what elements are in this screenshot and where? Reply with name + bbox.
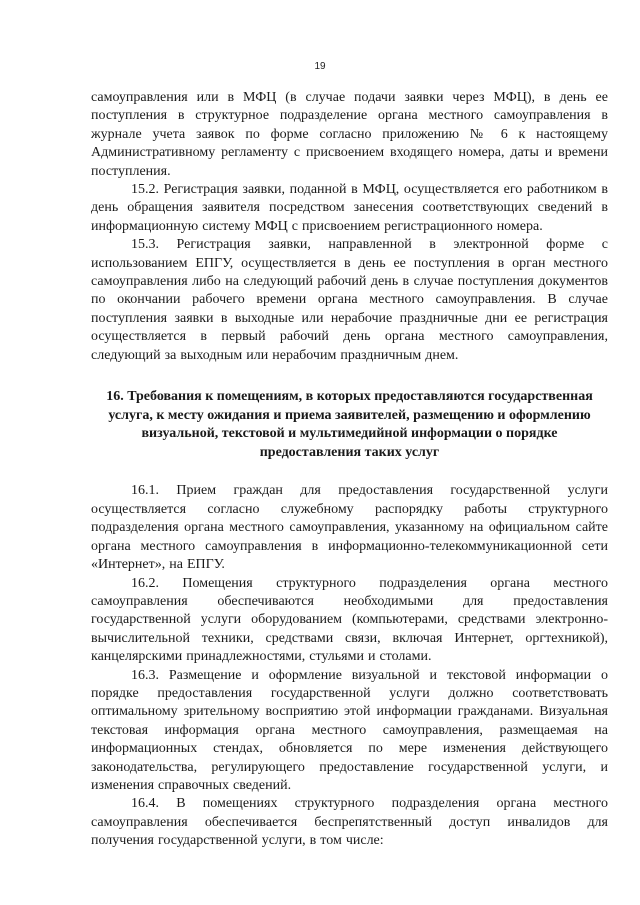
- paragraph-16-4: 16.4. В помещениях структурного подразделения органа местного самоуправления обеспечивается беспрепятственный доступ инвалидов для получения государственной услуги, в том числе:: [91, 796, 608, 849]
- page-content: [91, 89, 608, 851]
- page-number: 19: [314, 61, 326, 72]
- paragraph-16-3: 16.3. Размещение и оформление визуальной и текстовой информации о порядке предоставления государственной услуги должно соответствовать оптимальному зрительному восприятию этой информации гражданами. Визуальная текстовая информация органа местного самоуправления, размещаемая на информационных стендах, обновляется по мере изменения действующего законодательства, регулирующего предоставление государственной услуги, и изменения справочных сведений.: [91, 667, 608, 793]
- paragraph-16-1: 16.1. Прием граждан для предоставления государственной услуги осуществляется согласно служебному распорядку работы структурного подразделения органа местного самоуправления, указанному на официальном сайте органа местного самоуправления в информационно-телекоммуникационной сети «Интернет», на ЕПГУ.: [91, 483, 608, 573]
- paragraph-15-2: 15.2. Регистрация заявки, поданной в МФЦ, осуществляется его работником в день обращения заявителя посредством занесения соответствующих сведений в информационную систему МФЦ с присвоением регистрационного номера.: [91, 182, 608, 234]
- paragraph-15-1-continuation: самоуправления или в МФЦ (в случае подачи заявки через МФЦ), в день ее поступления в структурное подразделение органа местного самоуправления в журнале учета заявок по форме согласно приложению № 6 к настоящему Административному регламенту с присвоением входящего номера, даты и времени поступления.: [91, 90, 608, 179]
- section-16-heading: 16. Требования к помещениям, в которых предоставляются государственная услуга, к месту ожидания и приема заявителей, размещению и оформлению визуальной, текстовой и мультимедийной информации о порядке предоставления таких услуг: [106, 389, 593, 460]
- paragraph-16-2: 16.2. Помещения структурного подразделения органа местного самоуправления обеспечиваются необходимыми для предоставления государственной услуги оборудованием (компьютерами, средствами электронно-вычислительной техники, средствами связи, включая Интернет, оргтехникой), канцелярскими принадлежностями, стульями и столами.: [91, 575, 608, 665]
- paragraph-15-3: 15.3. Регистрация заявки, направленной в электронной форме с использованием ЕПГУ, осуществляется в день ее поступления в орган местного самоуправления либо на следующий рабочий день в случае поступления документов по окончании рабочего времени органа местного самоуправления. В случае поступления заявки в выходные или нерабочие праздничные дни ее регистрация осуществляется в первый рабочий день органа местного самоуправления, следующий за выходным или нерабочим праздничным днем.: [91, 237, 608, 363]
